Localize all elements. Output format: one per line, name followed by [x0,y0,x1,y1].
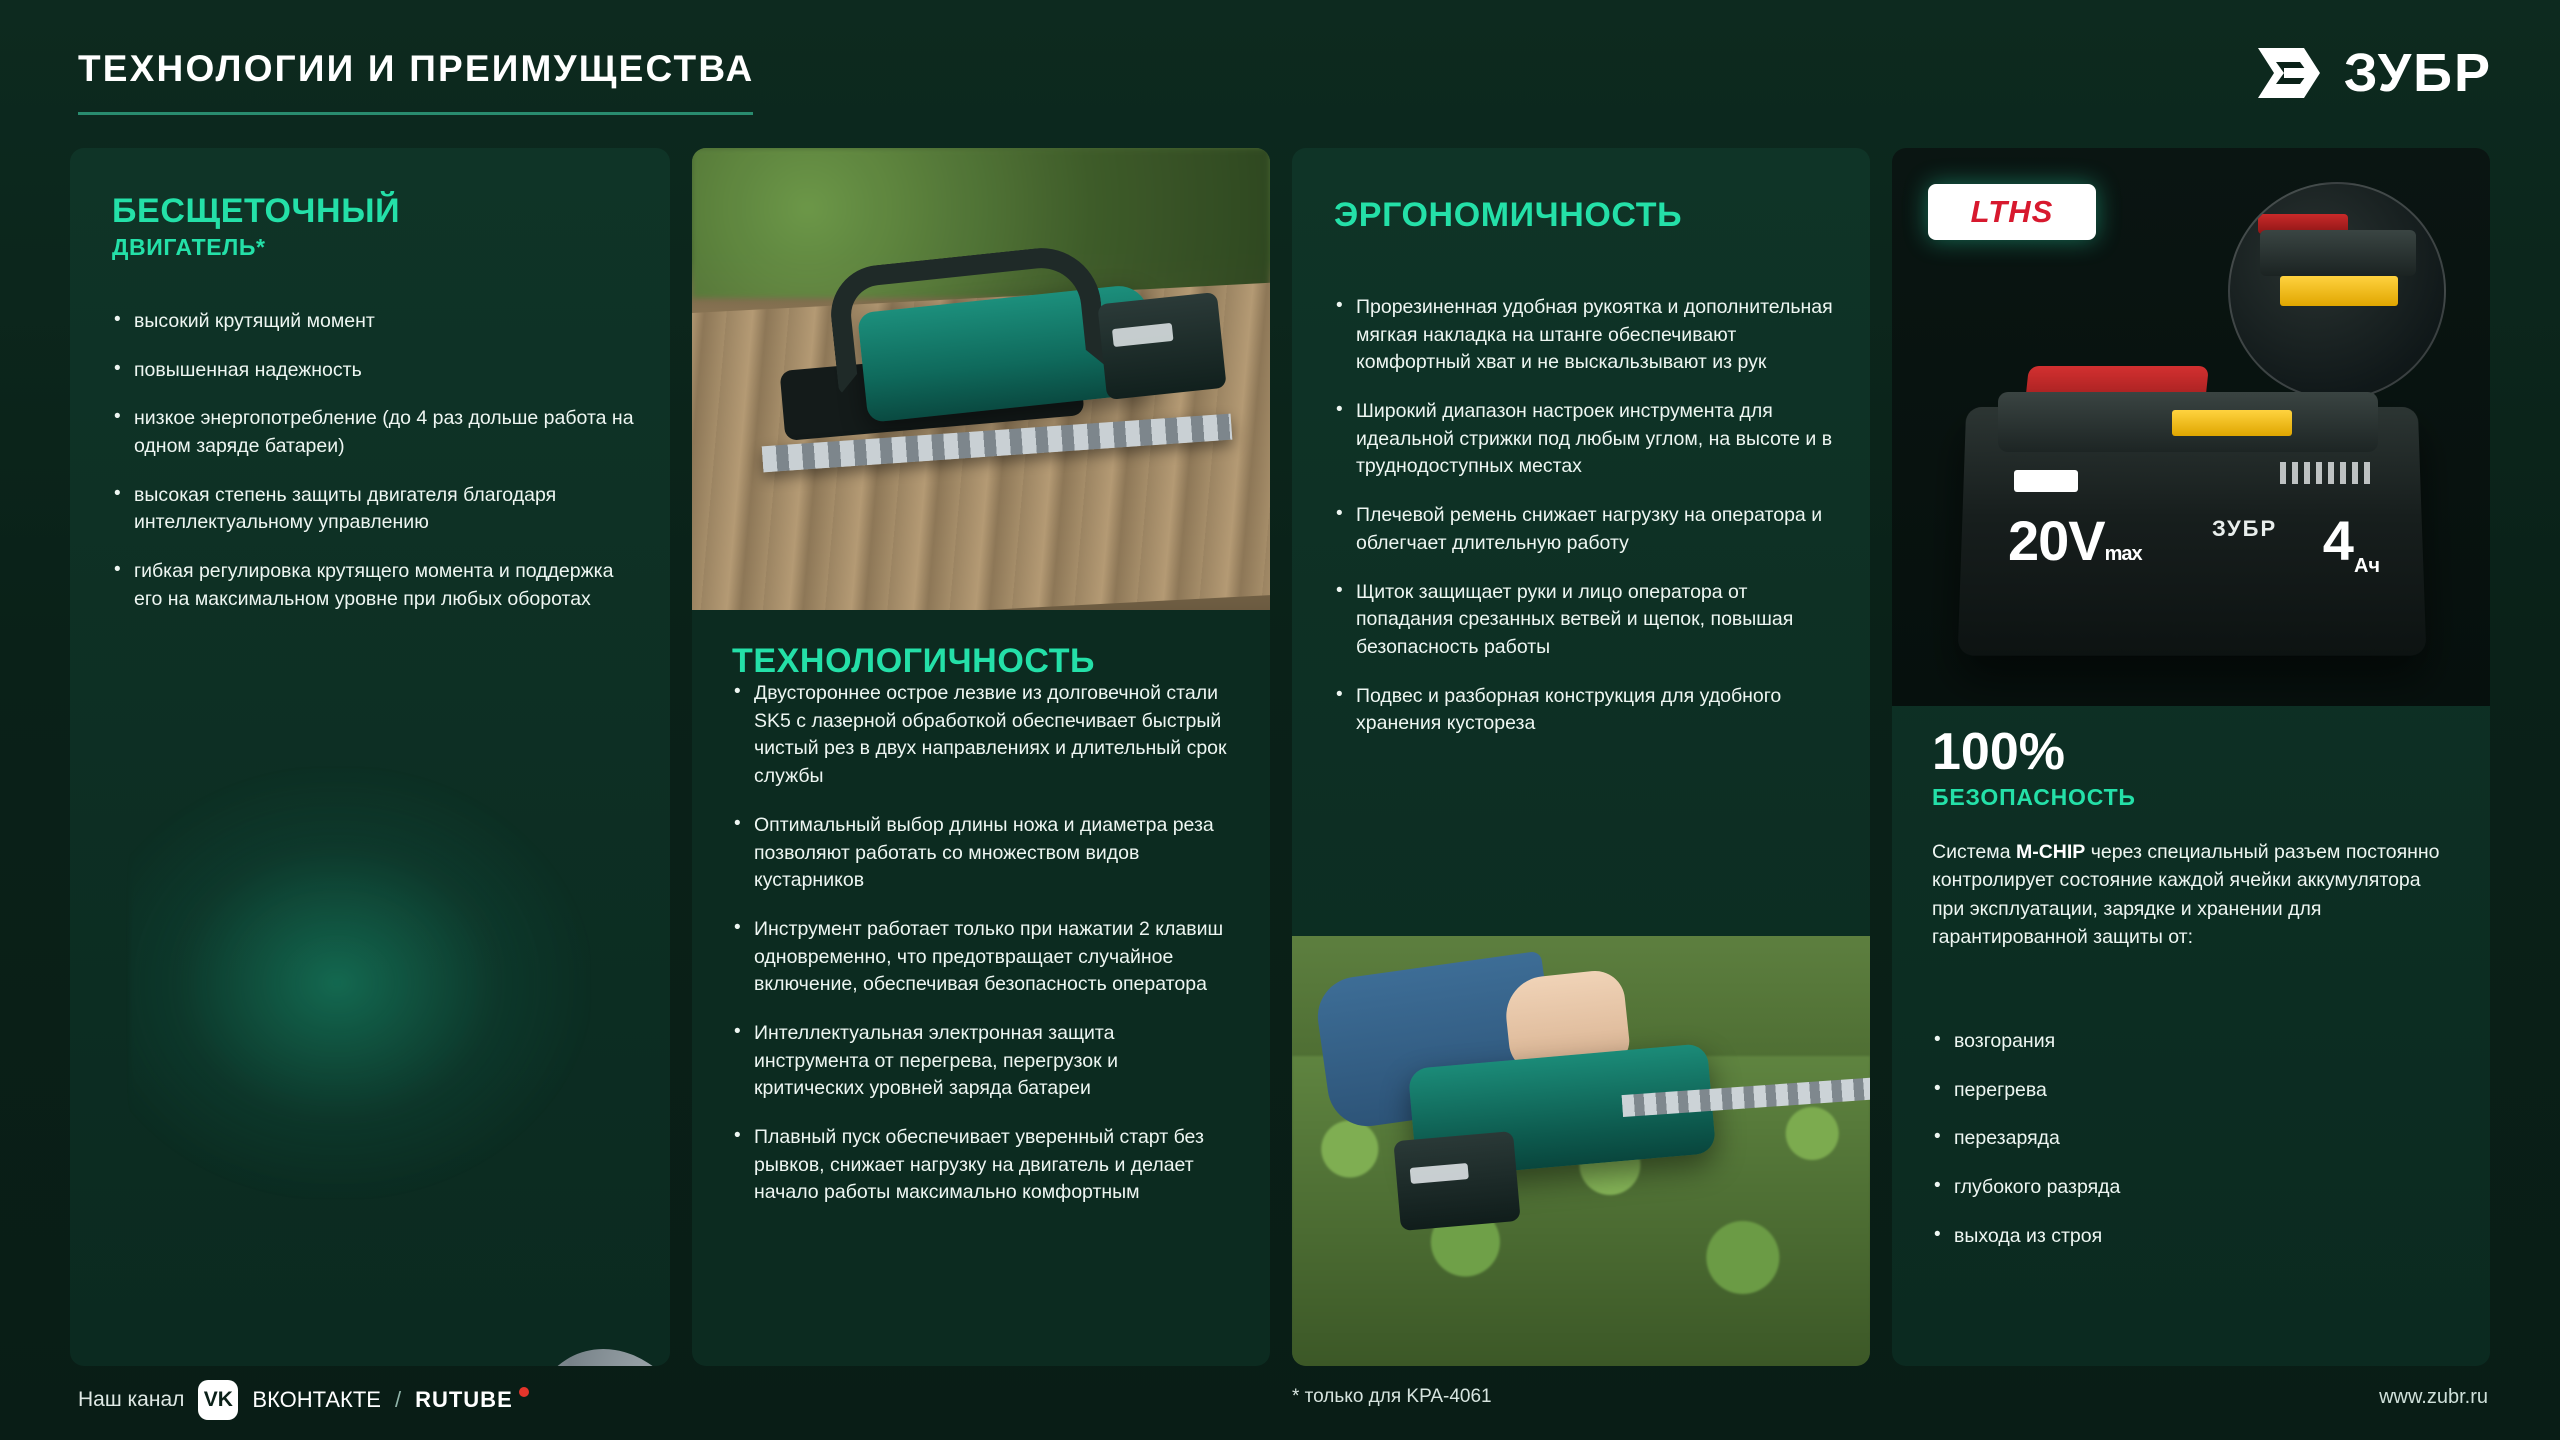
motor-heading-block [112,192,632,261]
photo-tool-battery [1097,292,1226,400]
motor-heading: БЕСЩЕТОЧНЫЙ [112,192,401,230]
footnote-text: * только для KPA-4061 [1292,1386,1492,1407]
safety-paragraph-before: Система [1932,841,2016,863]
rutube-label[interactable]: RUTUBE [415,1387,513,1412]
safety-headline-label: БЕЗОПАСНОСТЬ [1932,784,2136,810]
page-header [0,0,2560,140]
inset-yellow-chip [2280,276,2398,306]
photo-trimmer-battery [1393,1131,1520,1231]
title-underline [78,112,753,115]
brand-logo [2254,42,2492,104]
brushless-motor-photo [90,708,650,1328]
list-item: • гибкая регулировка крутящего момента и поддержка его на максимальном уровне при любых оборотах [112,558,642,613]
technology-bullet-list [732,680,1232,1207]
list-item: • Плавный пуск обеспечивает уверенный старт без рывков, снижает нагрузку на двигатель и делает начало работы максимально комфортным [732,1124,1232,1207]
list-item: • Оптимальный выбор длины ножа и диаметра реза позволяют работать со множеством видов кустарников [732,812,1232,895]
list-item: • Двустороннее острое лезвие из долговечной стали SK5 с лазерной обработкой обеспечивает быстрый чистый рез в двух направлениях и длительный срок службы [732,680,1232,791]
ergonomics-heading: ЭРГОНОМИЧНОСТЬ [1334,196,1683,234]
rutube-link[interactable] [415,1387,529,1413]
battery-contact-chip [2172,410,2292,436]
zubr-arrow-icon [2254,42,2322,104]
footer-separator: / [394,1387,402,1412]
battery-lths-mark [2014,470,2078,492]
safety-paragraph [1932,838,2452,951]
vk-link-label[interactable]: ВКОНТАКТЕ [252,1387,381,1412]
battery-voltage-label [2008,508,2142,573]
battery-illustration [1962,358,2422,658]
list-item: • высокий крутящий момент [112,308,642,336]
trimming-hedge-photo [1292,936,1870,1366]
list-item: • выхода из строя [1932,1223,2432,1251]
list-item: • повышенная надежность [112,357,642,385]
list-item: • высокая степень защиты двигателя благодаря интеллектуальному управлению [112,482,642,537]
safety-paragraph-bold: M-CHIP [2015,841,2086,863]
battery-capacity-label [2323,508,2380,578]
list-item: • Щиток защищает руки и лицо оператора от попадания срезанных ветвей и щепок, повышая безопасность работы [1334,579,1844,662]
battery-capacity-sub: Ач [2353,555,2380,578]
list-item: • Интеллектуальная электронная защита инструмента от перегрева, перегрузок и критических уровней заряда батареи [732,1020,1232,1103]
column-safety [1892,148,2490,1366]
column-technology [692,148,1270,1366]
list-item: • Подвес и разборная конструкция для удобного хранения кустореза [1334,683,1844,738]
battery-voltage-sub: max [2104,543,2142,565]
battery-pack-photo [1892,148,2490,706]
page-footer [0,1364,2560,1440]
hedge-trimmer-on-bench-photo [692,148,1270,610]
page-title: ТЕХНОЛОГИИ И ПРЕИМУЩЕСТВА [78,48,755,89]
lths-badge [1928,184,2096,240]
rutube-dot-icon [519,1387,529,1397]
battery-capacity-value: 4 [2322,509,2354,572]
website-url[interactable]: www.zubr.ru [2379,1386,2488,1408]
ergonomics-bullet-list [1334,294,1844,759]
safety-headline-block [1932,723,2136,811]
safety-bullet-list [1932,1028,2432,1271]
list-item: • Прорезиненная удобная рукоятка и дополнительная мягкая накладка на штанге обеспечивают комфортный хват и не выскальзывают из рук [1334,294,1844,377]
battery-barcode-strip [2280,462,2376,484]
channel-label: Наш канал [78,1388,185,1411]
social-links [78,1380,529,1420]
safety-headline-percent: 100% [1932,723,2065,781]
vk-icon[interactable]: VK [198,1380,238,1420]
technology-text-block [732,642,1232,1228]
list-item: • глубокого разряда [1932,1174,2432,1202]
battery-voltage-value: 20V [2008,509,2105,572]
list-item: • перезаряда [1932,1125,2432,1153]
lths-badge-label: LTHS [1970,194,2054,229]
ergonomics-heading-block [1334,196,1834,234]
list-item: • Широкий диапазон настроек инструмента для идеальной стрижки под любым углом, на высоте и в труднодоступных местах [1334,398,1844,481]
list-item: • Инструмент работает только при нажатии 2 клавиш одновременно, что предотвращает случайное включение, обеспечивая безопасность оператора [732,916,1232,999]
motor-subheading: ДВИГАТЕЛЬ* [112,234,266,261]
list-item: • Плечевой ремень снижает нагрузку на оператора и облегчает длительную работу [1334,502,1844,557]
motor-bullet-list [112,308,642,635]
list-item: • низкое энергопотребление (до 4 раз дольше работа на одном заряде батареи) [112,405,642,460]
column-brushless-motor [70,148,670,1366]
battery-brand-label: ЗУБР [2212,516,2278,541]
inset-connector-cap [2260,230,2416,276]
column-ergonomics [1292,148,1870,1366]
list-item: • перегрева [1932,1077,2432,1105]
list-item: • возгорания [1932,1028,2432,1056]
motor-fins [501,1326,670,1366]
logo-text: ЗУБР [2343,43,2492,103]
safety-paragraph-after: через специальный разъем постоянно контролирует состояние каждой ячейки аккумулятора при эксплуатации, зарядке и хранении для гарантированной защиты от: [1932,841,2440,948]
technology-heading: ТЕХНОЛОГИЧНОСТЬ [732,642,1096,680]
